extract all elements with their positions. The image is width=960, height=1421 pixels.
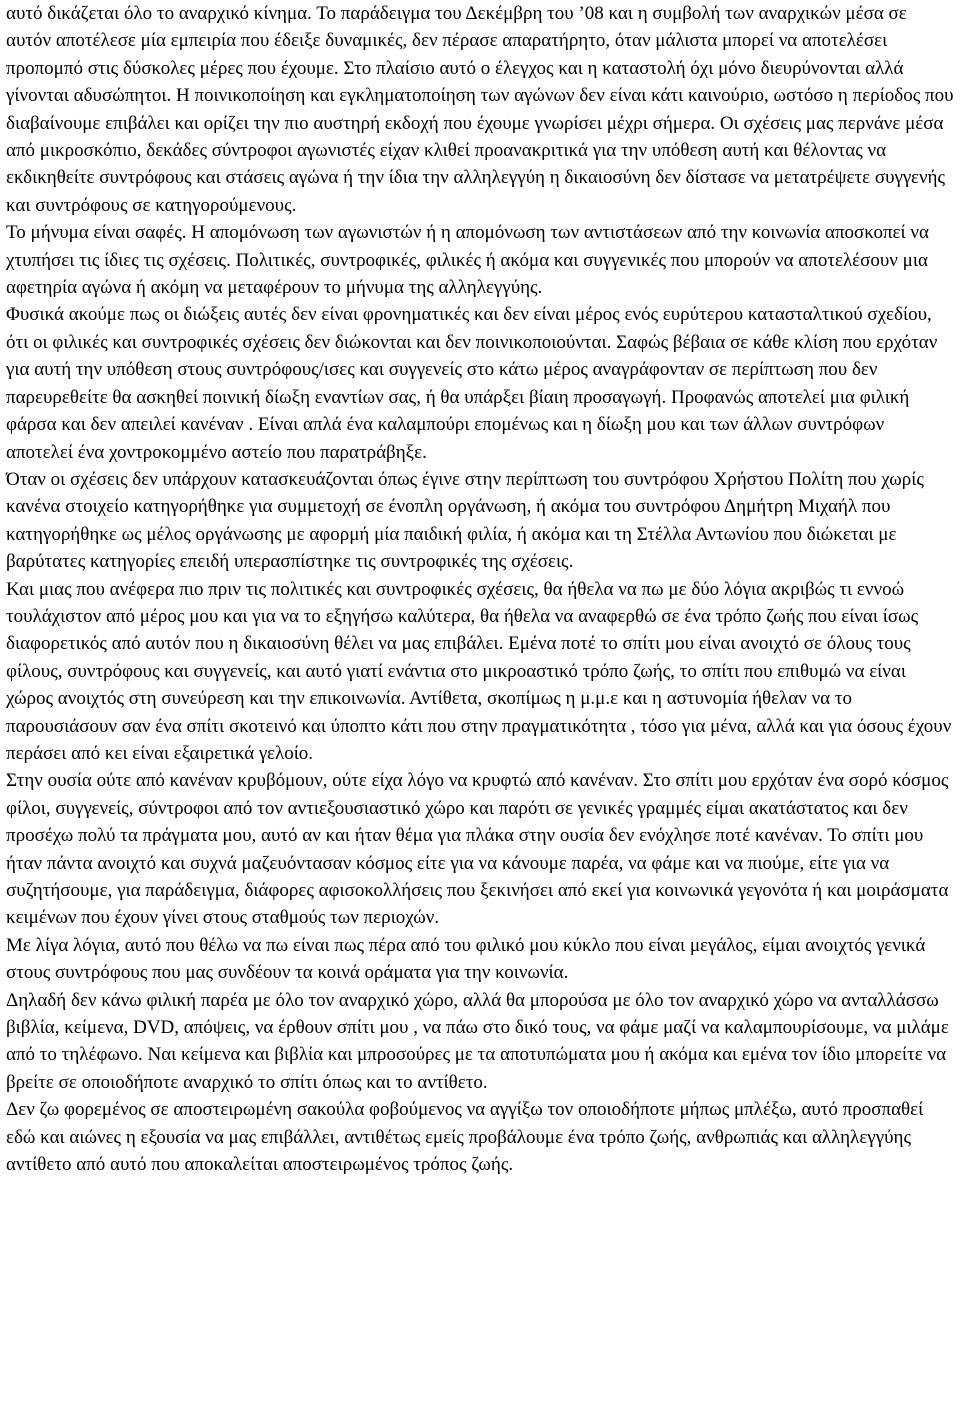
paragraph-fabricated-relations: Όταν οι σχέσεις δεν υπάρχουν κατασκευάζονται όπως έγινε στην περίπτωση του συντρόφου Χρήστου Πολίτη που χωρίς κανένα στοιχείο κατηγορήθηκε για συμμετοχή σε ένοπλη οργάνωση, ή ακόμα του συντρόφου Δημήτρη Μιχαήλ που κατηγορήθηκε ως μέλος οργάνωσης με αφορμή μία παιδική φιλία, ή ακόμα και τη Στέλλα Αντωνίου που διώκεται με βαρύτατες κατηγορίες επειδή υπερασπίστηκε τις συντροφικές της σχέσεις.	[6, 468, 924, 573]
paragraph-prosecutions: Φυσικά ακούμε πως οι διώξεις αυτές δεν είναι φρονηματικές και δεν είναι μέρος ενός ευρύτερου κατασταλτικού σχεδίου, ότι οι φιλικές και συντροφικές σχέσεις δεν διώκονται και δεν ποινικοποιούνται. Σαφώς βέβαια σε κάθε κλίση που ερχόταν για αυτή την υπόθεση στους συντρόφους/ισες και συγγενείς στο κάτω μέρος αναγράφονταν σε περίπτωση που δεν παρευρεθείτε θα ασκηθεί ποινική δίωξη εναντίων σας, ή θα υπάρξει βίαιη προσαγωγή. Προφανώς αποτελεί μια φιλική φάρσα και δεν απειλεί κανέναν . Είναι απλά ένα καλαμπούρι επομένως και η δίωξη μου και των άλλων συντρόφων αποτελεί ένα χοντροκομμένο αστείο που παρατράβηξε.	[6, 304, 938, 463]
paragraph-open-to-comrades: Με λίγα λόγια, αυτό που θέλω να πω είναι πως πέρα από του φιλικό μου κύκλο που είναι μεγάλος, είμαι ανοιχτός γενικά στους συντρόφους που μας συνδέουν τα κοινά οράματα για την κοινωνία.	[6, 934, 926, 984]
paragraph-trial-context: αυτό δικάζεται όλο το αναρχικό κίνημα. Το παράδειγμα του Δεκέμβρη του ’08 και η συμβολή των αναρχικών μέσα σε αυτόν αποτέλεσε μία εμπειρία που έδειξε δυναμικές, δεν πέρασε απαρατήρητο, όταν μάλιστα μπορεί να αποτελέσει προπομπό στις δύσκολες μέρες που έχουμε. Στο πλαίσιο αυτό ο έλεγχος και η καταστολή όχι μόνο διευρύνονται αλλά γίνονται αδυσώπητοι. Η ποινικοποίηση και εγκληματοποίηση των αγώνων δεν είναι κάτι καινούριο, ωστόσο η περίοδος που διαβαίνουμε επιβάλει και ορίζει την πιο αυστηρή εκδοχή που έχουμε γνωρίσει μέχρι σήμερα. Οι σχέσεις μας περνάνε μέσα από μικροσκόπιο, δεκάδες σύντροφοι αγωνιστές είχαν κλιθεί προανακριτικά για την υπόθεση αυτή και θέλοντας να εκδικηθείτε συντρόφους και στάσεις αγώνα ή την ίδια την αλληλεγγύη η δικαιοσύνη δεν δίστασε να μετατρέψετε συγγενής και συντρόφους σε κατηγορούμενους.	[6, 3, 954, 216]
paragraph-message-clear: Το μήνυμα είναι σαφές. Η απομόνωση των αγωνιστών ή η απομόνωση των αντιστάσεων από την κοινωνία αποσκοπεί να χτυπήσει τις ίδιες τις σχέσεις. Πολιτικές, συντροφικές, φιλικές ή ακόμα και συγγενικές που μπορούν να αποτελέσουν μια αφετηρία αγώνα ή ακόμη να μεταφέρουν το μήνυμα της αλληλεγγύης.	[6, 222, 929, 299]
paragraph-way-of-life: Και μιας που ανέφερα πιο πριν τις πολιτικές και συντροφικές σχέσεις, θα ήθελα να πω με δύο λόγια ακριβώς τι εννοώ τουλάχιστον από μέρος μου και για να το εξηγήσω καλύτερα, θα ήθελα να αναφερθώ σε ένα τρόπο ζωής που είναι ίσως διαφορετικός από αυτόν που η δικαιοσύνη θέλει να μας επιβάλει. Εμένα ποτέ το σπίτι μου είναι ανοιχτό σε όλους τους φίλους, συντρόφους και συγγενείς, και αυτό γιατί ενάντια στο μικροαστικό τρόπο ζωής, το σπίτι που επιθυμώ να είναι χώρος ανοιχτός στη συνεύρεση και την επικοινωνία. Αντίθετα, σκοπίμως η μ.μ.ε και η αστυνομία ήθελαν να το παρουσιάσουν σαν ένα σπίτι σκοτεινό και ύποπτο κάτι που στην πραγματικότητα , τόσο για μένα, αλλά και για όσους έχουν περάσει από κει είναι εξαιρετικά γελοίο.	[6, 578, 952, 764]
paragraph-exchange: Δηλαδή δεν κάνω φιλική παρέα με όλο τον αναρχικό χώρο, αλλά θα μπορούσα με όλο τον αναρχικό χώρο να ανταλλάσσω βιβλία, κείμενα, DVD, απόψεις, να έρθουν σπίτι μου , να πάω στο δικό τους, να φάμε μαζί να καλαμπουρίσουμε, να μιλάμε από το τηλέφωνο. Ναι κείμενα και βιβλία και μπροσούρες με τα αποτυπώματα μου ή ακόμα και εμένα τον ίδιο μπορείτε να βρείτε σε οποιοδήποτε αναρχικό το σπίτι όπως και το αντίθετο.	[6, 989, 949, 1093]
paragraph-open-house: Στην ουσία ούτε από κανέναν κρυβόμουν, ούτε είχα λόγο να κρυφτώ από κανέναν. Στο σπίτι μου ερχόταν ένα σορό κόσμος φίλοι, συγγενείς, σύντροφοι από τον αντιεξουσιαστικό χώρο και παρότι σε γενικές γραμμές είμαι ακατάστατος και δεν προσέχω πολύ τα πράγματα μου, αυτό αν και ήταν θέμα για πλάκα στην ουσία δεν ενόχλησε ποτέ κανέναν. Το σπίτι μου ήταν πάντα ανοιχτό και συχνά μαζευόντασαν κόσμος είτε για να κάνουμε παρέα, να φάμε και να πιούμε, είτε για να συζητήσουμε, για παράδειγμα, διάφορες αφισοκολλήσεις που ξεκινήσει από εκεί για κοινωνικά γεγονότα ή και μοιράσματα κειμένων που έχουν γίνει στους σταθμούς των περιοχών.	[6, 770, 949, 929]
paragraph-sterile-bag: Δεν ζω φορεμένος σε αποστειρωμένη σακούλα φοβούμενος να αγγίξω τον οποιοδήποτε μήπως μπλέξω, αυτό προσπαθεί εδώ και αιώνες η εξουσία να μας επιβάλλει, αντιθέτως εμείς προβάλουμε ένα τρόπο ζωής, ανθρωπιάς και αλληλεγγύης αντίθετο από αυτό που αποκαλείται αποστειρωμένος τρόπος ζωής.	[6, 1099, 924, 1176]
